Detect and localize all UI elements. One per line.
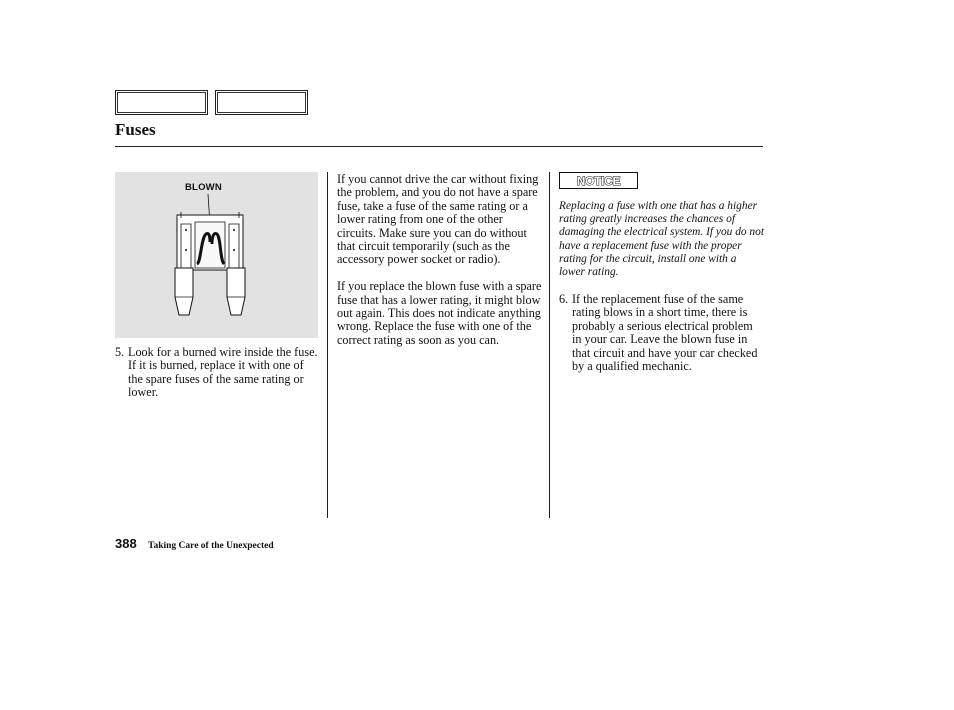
- notice-label: NOTICE: [576, 173, 621, 188]
- title-divider: [115, 146, 763, 147]
- step-6-text: If the replacement fuse of the same rating blows in a short time, there is probably a serious electrical problem in your car. Leave the blown fuse in that circuit and have your car checked by a qualified mechanic.: [572, 292, 758, 374]
- step-5-text: Look for a burned wire inside the fuse. If it is burned, replace it with one of the spare fuses of the same rating or lower.: [128, 345, 318, 400]
- nav-button-previous[interactable]: [115, 90, 208, 115]
- page-number: 388: [115, 536, 137, 551]
- notice-badge: [559, 172, 638, 189]
- blown-fuse-figure: [115, 172, 318, 338]
- page-title: Fuses: [115, 120, 156, 139]
- figure-label-blown: BLOWN: [185, 182, 222, 193]
- step-6: [559, 293, 764, 373]
- column-2: [337, 173, 542, 347]
- notice-text: Replacing a fuse with one that has a higher rating greatly increases the chances of damaging the electrical system. If you do not have a replacement fuse with the proper rating for the circuit, install one with a lower rating.: [559, 200, 764, 279]
- paragraph-no-spare: If you cannot drive the car without fixing the problem, and you do not have a spare fuse, take a fuse of the same rating or a lower rating from one of the other circuits. Make sure you can do without that circuit temporarily (such as the accessory power socket or radio).: [337, 172, 539, 267]
- step-6-number: 6.: [559, 292, 569, 306]
- step-5-number: 5.: [115, 345, 125, 359]
- nav-button-next[interactable]: [215, 90, 308, 115]
- column-divider-1: [327, 172, 328, 518]
- column-divider-2: [549, 172, 550, 518]
- step-5: [115, 346, 320, 400]
- section-label: Taking Care of the Unexpected: [148, 541, 274, 551]
- blown-fuse-icon: [115, 172, 318, 338]
- paragraph-lower-rating: If you replace the blown fuse with a spare fuse that has a lower rating, it might blow out again. This does not indicate anything wrong. Replace the fuse with one of the correct rating as soon as you can.: [337, 279, 542, 347]
